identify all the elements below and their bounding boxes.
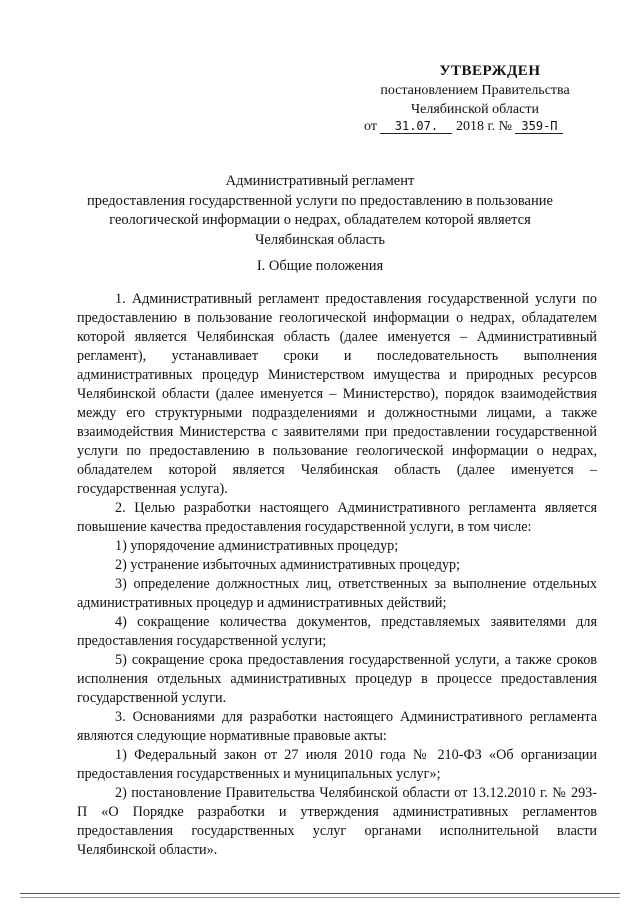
bottom-rule — [20, 897, 620, 898]
section-heading: I. Общие положения — [256, 258, 384, 274]
list-item: 1) Федеральный закон от 27 июля 2010 года № 210-ФЗ «Об организации предоставления государственных и муниципальных услуг»; — [77, 747, 597, 782]
list-item: 2) устранение избыточных административных процедур; — [115, 557, 461, 573]
approval-number: 359-П — [515, 119, 563, 134]
approval-year: 2018 г. — [455, 119, 496, 134]
title-line-4: Челябинская область — [255, 231, 385, 248]
list-item: 2) постановление Правительства Челябинской области от 13.12.2010 г. № 293-П «О Порядке разработки и утверждения административных регламентов предоставления государственных услуг органами исполнительной власти Челябинской области». — [77, 785, 597, 858]
bottom-rule — [20, 893, 620, 894]
paragraph: 3. Основаниями для разработки настоящего Административного регламента являются следующие нормативные правовые акты: — [77, 709, 597, 744]
approval-heading: УТВЕРЖДЕН — [439, 63, 541, 79]
approval-date: 31.07. — [380, 119, 452, 134]
approval-stamp — [360, 62, 590, 119]
paragraph: 1. Административный регламент предоставления государственной услуги по предоставлению в пользование геологической информации о недрах, обладателем которой является Челябинская область (далее именуется – Административный регламент), устанавливает сроки и последовательность выполнения административных процедур Министерством имущества и природных ресурсов Челябинской области (далее именуется – Министерство), порядок взаимодействия между его структурными подразделениями и должностными лицами, а также взаимодействия Министерства с заявителями при предоставлении государственной услуги по предоставлению в пользование геологической информации о недрах, обладателем которой является Челябинская область (далее именуется – государственная услуга). — [77, 291, 597, 497]
list-item: 5) сокращение срока предоставления государственной услуги, а также сроков исполнения отдельных административных процедур в процессе предоставления государственной услуги. — [77, 652, 597, 706]
approval-date-line — [364, 119, 563, 135]
title-line-1: Административный регламент — [225, 173, 415, 189]
number-label: № — [498, 119, 512, 134]
title-line-3: геологической информации о недрах, обладателем которой является — [109, 212, 531, 228]
approval-line-2: Челябинской области — [411, 102, 539, 117]
from-label: от — [364, 119, 377, 134]
document-body — [77, 290, 597, 860]
list-item: 4) сокращение количества документов, представляемых заявителями для предоставления государственной услуги; — [77, 614, 597, 649]
approval-line-1: постановлением Правительства — [380, 83, 570, 98]
title-line-2: предоставления государственной услуги по предоставлению в пользование — [87, 192, 553, 209]
paragraph: 2. Целью разработки настоящего Административного регламента является повышение качества предоставления государственной услуги, в том числе: — [77, 500, 597, 535]
document-title — [80, 172, 560, 250]
list-item: 3) определение должностных лиц, ответственных за выполнение отдельных административных процедур и административных действий; — [77, 576, 597, 611]
list-item: 1) упорядочение административных процедур; — [115, 538, 399, 554]
